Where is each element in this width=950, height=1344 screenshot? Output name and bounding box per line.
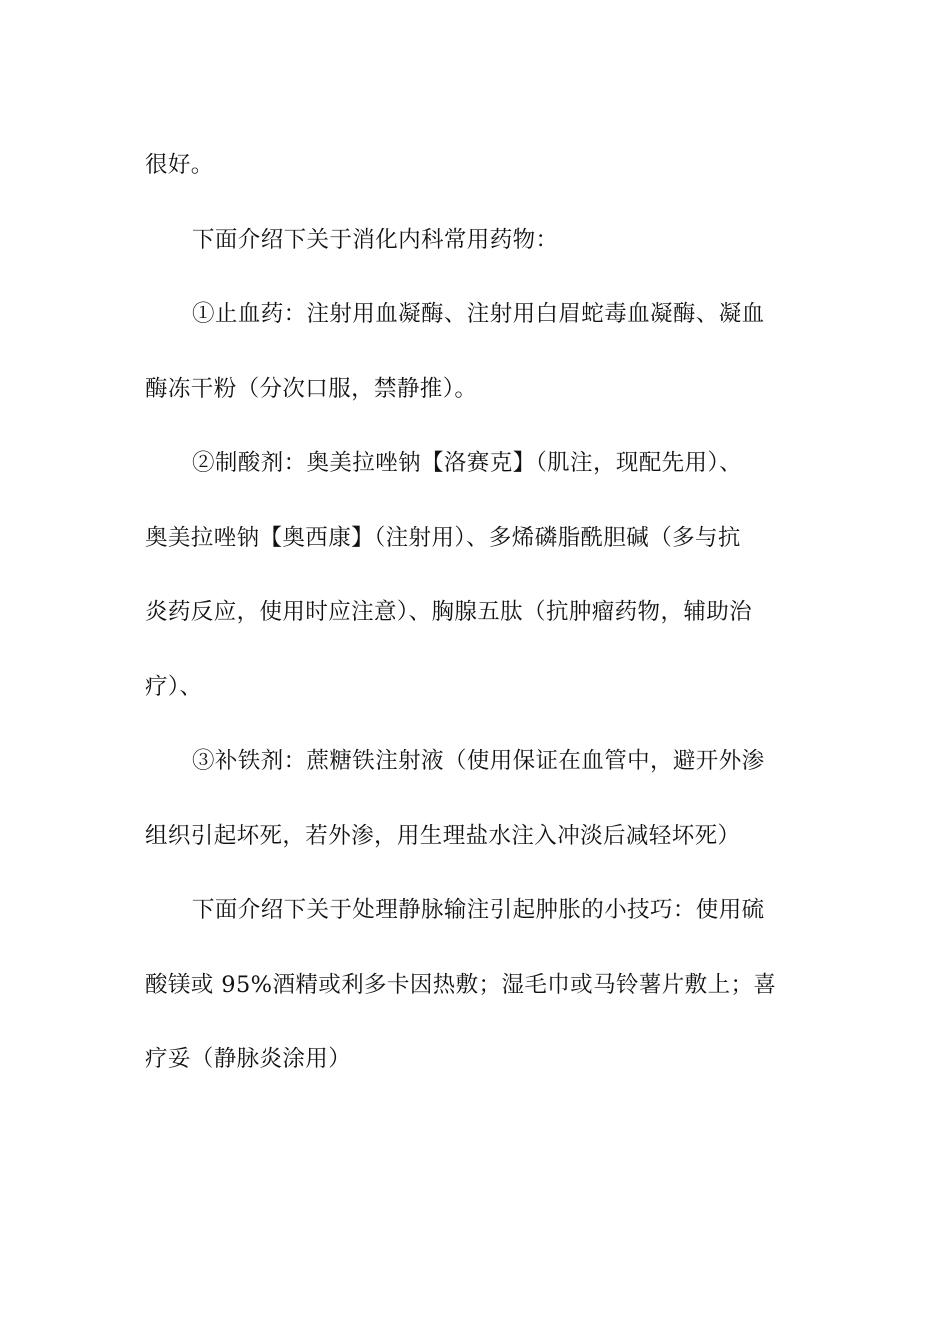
item-iron-line-2: 组织引起坏死，若外渗，用生理盐水注入冲淡后减轻坏死） — [145, 822, 741, 849]
text-line: 很好。 — [145, 152, 214, 178]
item-antacid-line-3: 炎药反应，使用时应注意）、胸腺五肽（抗肿瘤药物，辅助治 — [145, 599, 753, 625]
item-antacid-line-4: 疗）、 — [145, 673, 203, 700]
document-body — [145, 128, 805, 1097]
paragraph-tips-line-3: 疗妥（静脉炎涂用） — [145, 1046, 352, 1072]
paragraph-intro-line: 下面介绍下关于消化内科常用药物： — [192, 226, 559, 253]
paragraph-tips-line-1: 下面介绍下关于处理静脉输注引起肿胀的小技巧：使用硫 — [192, 897, 765, 923]
item-antacid-line-1: ②制酸剂：奥美拉唑钠【洛赛克】（肌注，现配先用）、 — [192, 450, 743, 476]
item-hemostatic-line-1: ①止血药：注射用血凝酶、注射用白眉蛇毒血凝酶、凝血 — [192, 301, 765, 327]
item-antacid-line-2: 奥美拉唑钠【奥西康】（注射用）、多烯磷脂酰胆碱（多与抗 — [145, 524, 741, 551]
item-iron-line-1: ③补铁剂：蔗糖铁注射液（使用保证在血管中，避开外渗 — [192, 748, 765, 774]
paragraph-tips-line-2: 酸镁或 95%酒精或利多卡因热敷；湿毛巾或马铃薯片敷上；喜 — [145, 971, 777, 998]
item-hemostatic-line-2: 酶冻干粉（分次口服，禁静推）。 — [145, 375, 478, 402]
